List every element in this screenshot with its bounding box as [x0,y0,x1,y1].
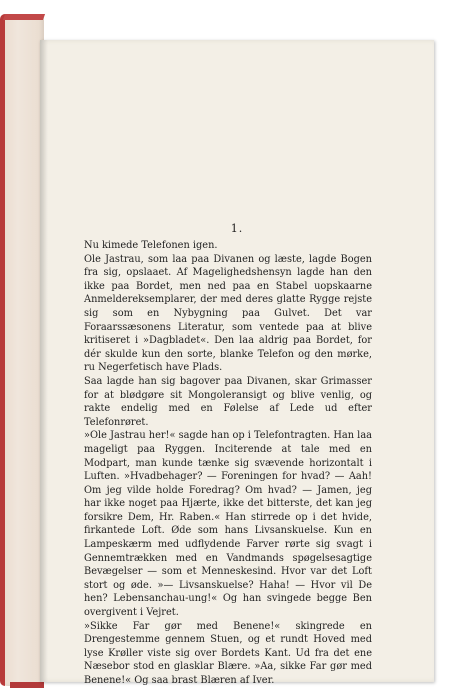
book-cover-bottom-edge [10,682,44,688]
chapter-number: 1. [230,222,244,235]
paragraph: Nu kimede Telefonen igen. [84,240,218,251]
paragraph: Saa lagde han sig bagover paa Divanen, skar Grimasser for at blødgøre sit Mongoleransigt og blive venlig, og rakte endelig med en Følelse af Lede ud efter Telefonrøret. [84,375,372,428]
page-gutter-shadow [40,40,48,682]
book-cover [0,14,44,686]
paragraph: Ole Jastrau, som laa paa Divanen og læste, lagde Bogen fra sig, opslaaet. Af Magelighedshensyn lagde han den ikke paa Bordet, men ned paa en Stabel uopskaarne Anmeldereksemplarer, der med deres glatte Rygge rejste sig som en Nybygning paa Gulvet. Det var Foraarssæsonens Literatur, som ventede paa at blive kritiseret i »Dagbladet«. Den laa aldrig paa Bordet, for dér skulde kun den sorte, blanke Telefon og den mørke, ru Negerfetisch have Plads. [84,253,372,374]
page-text [84,239,372,688]
book-cover-top-edge [3,14,45,20]
book-spine-edge [0,14,5,686]
paragraph: »Sikke Far gør med Benene!« skingrede en Drengestemme gennem Stuen, og et rundt Hoved med lyse Krøller viste sig over Bordets Kant. Ud fra det ene Næsebor stod en glasklar Blære. »Aa, sikke Far gør med Benene!« Og saa brast Blæren af Iver. [84,620,372,686]
paragraph: »Ole Jastrau her!« sagde han op i Telefontragten. Han laa mageligt paa Ryggen. Inciterende at tale med en Modpart, man kunde tænke sig svævende horizontalt i Luften. »Hvadbehager? — Foreningen for hvad? — Aah! Om jeg vilde holde Foredrag? Om hvad? — Jamen, jeg har ikke noget paa Hjærte, ikke det bitterste, det kan jeg forsikre Dem, Hr. Raben.« Han stirrede op i det hvide, firkantede Loft. Øde som hans Livsanskuelse. Kun en Lampeskærm med udflydende Farver rørte sig svagt i Gennemtrækken med en Vandmands spøgelsesagtige Bevægelser — som et Menneskesind. Hvor var det Loft stort og øde. »— Livsanskuelse? Haha! — Hvor vil De hen? Lebensanchau-ung!« Og han svingede begge Ben overgivent i Vejret. [84,430,372,619]
